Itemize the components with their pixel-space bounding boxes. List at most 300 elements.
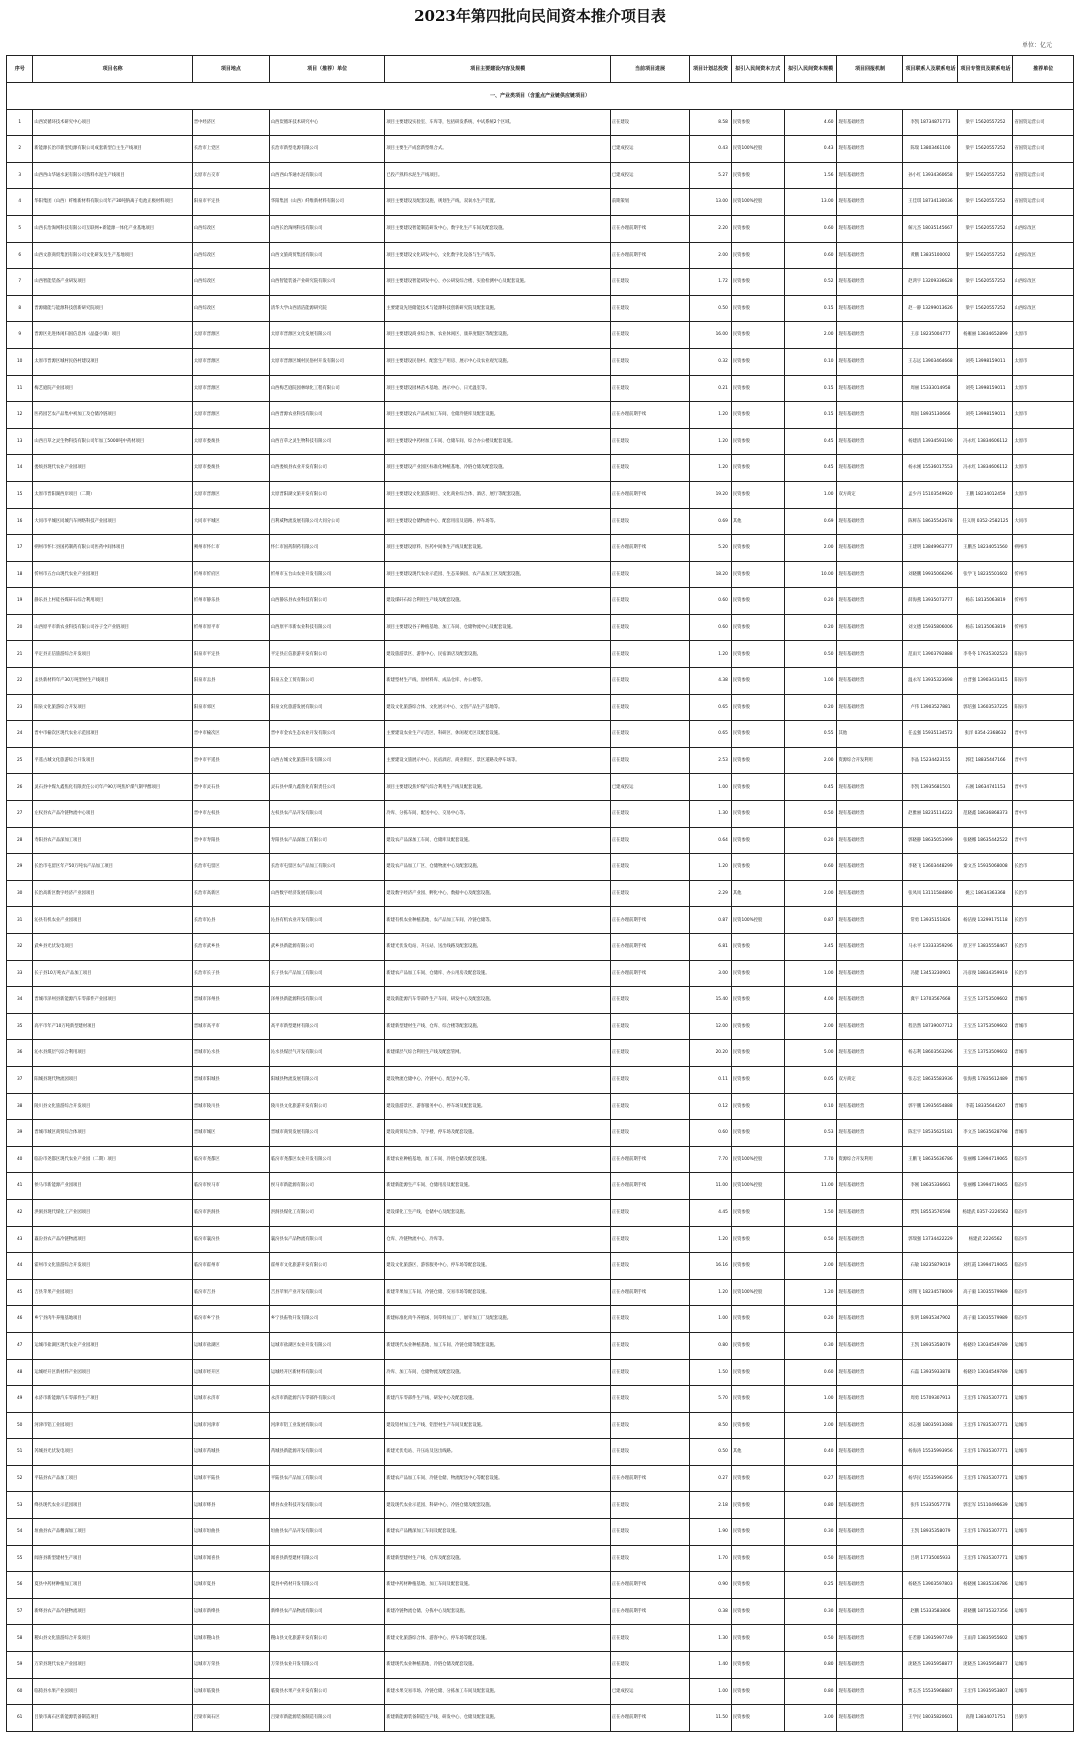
table-cell: 正在建设 (610, 348, 689, 375)
table-cell: 芮城县新能源开发有限公司 (269, 1439, 385, 1466)
table-cell: 新建新型建材生产线、仓库及配套设施。 (385, 1545, 611, 1572)
table-cell: 晋城市泽州县 (192, 987, 269, 1014)
table-cell: 现有基础经营 (837, 1120, 903, 1147)
table-cell: 正在办理前期手续 (610, 1465, 689, 1492)
table-cell: 长治高新区数字经济产业园项目 (33, 880, 193, 907)
table-cell: 正在建设 (610, 801, 689, 828)
table-cell: 阳泉文化旅游发展有限公司 (269, 694, 385, 721)
table-cell: 正在建设 (610, 1386, 689, 1413)
table-cell: 现有基础经营 (837, 1253, 903, 1280)
table-cell: 民资参股 (731, 774, 784, 801)
table-cell: 民资参股 (731, 1332, 784, 1359)
table-cell: 16.00 (690, 322, 732, 349)
table-cell: 正在办理前期手续 (610, 1173, 689, 1200)
table-cell: 0.45 (784, 455, 837, 482)
table-cell: 民资参股 (731, 668, 784, 695)
table-cell: 民资参股 (731, 1253, 784, 1280)
table-cell: 建设农产品加工厂区、仓储物流中心及配套设施。 (385, 854, 611, 881)
table-cell: 0.60 (784, 1359, 837, 1386)
table-cell: 沁水县煤层气开发有限公司 (269, 1040, 385, 1067)
table-cell: 绛县现代农业示范园项目 (33, 1492, 193, 1519)
table-cell: 已建成投运 (610, 136, 689, 163)
table-cell: 太原市 (1013, 455, 1074, 482)
table-cell: 项目主要建设商业综合体、农业休闲区、康养度假区等配套设施。 (385, 322, 611, 349)
table-cell: 杨晓玲 13034549789 (958, 1359, 1013, 1386)
table-cell: 晋城市 (1013, 1120, 1074, 1147)
table-cell: 正在建设 (610, 987, 689, 1014)
table-cell: 正在建设 (610, 1519, 689, 1546)
table-cell: 山西炭循环技术研究中心项目 (33, 109, 193, 136)
table-cell: 正在建设 (610, 1066, 689, 1093)
table-cell: 现有基础经营 (837, 561, 903, 588)
table-cell: 周勇 15709307913 (903, 1386, 958, 1413)
table-cell: 0.15 (784, 295, 837, 322)
table-cell: 刘红霞 13994719065 (958, 1253, 1013, 1280)
table-cell: 晋中市寿阳县 (192, 827, 269, 854)
table-cell: 1.50 (784, 1199, 837, 1226)
table-cell: 民资100%控股 (731, 1173, 784, 1200)
table-row (7, 1439, 1074, 1466)
table-cell: 晋城市 (1013, 987, 1074, 1014)
table-cell: 平定县正信旅游综合开发项目 (33, 641, 193, 668)
table-cell: 新建苹果加工车间、冷链仓储、交易市场等配套设施。 (385, 1279, 611, 1306)
table-cell: 双方商定 (837, 481, 903, 508)
table-cell: 新绛县农产品物流有限公司 (269, 1598, 385, 1625)
table-cell: 太原市晋源区文化发展有限公司 (269, 322, 385, 349)
table-cell: 灵石县中煤九鑫焦化有限责任公司 (269, 774, 385, 801)
table-cell: 正在建设 (610, 1226, 689, 1253)
table-cell: 刘英 13998159011 (958, 402, 1013, 429)
table-cell: 43 (7, 1226, 33, 1253)
table-cell: 33 (7, 960, 33, 987)
table-cell: 3.45 (784, 934, 837, 961)
table-cell: 省国资运营公司 (1013, 162, 1074, 189)
table-cell: 新建新能源装备制造生产线、研发中心、仓储及配套设施。 (385, 1705, 611, 1732)
table-cell: 王彦 18235004777 (903, 322, 958, 349)
table-cell: 40 (7, 1146, 33, 1173)
table-cell: 正在建设 (610, 1120, 689, 1147)
table-cell: 朔州市怀仁县国药制药有限公司医药中间体项目 (33, 535, 193, 562)
column-header: 拟引入民间资本方式 (731, 56, 784, 83)
table-row (7, 295, 1074, 322)
table-cell: 孟少丹 15103549920 (903, 481, 958, 508)
table-cell: 侯马市新能源产业园项目 (33, 1173, 193, 1200)
table-cell: 山西古城文化旅游开发有限公司 (269, 747, 385, 774)
table-cell: 现有基础经营 (837, 1705, 903, 1732)
table-cell: 温永军 13935323698 (903, 668, 958, 695)
table-cell: 晋中市榆次区 (192, 721, 269, 748)
table-cell: 0.80 (690, 1332, 732, 1359)
table-cell: 1.20 (690, 854, 732, 881)
table-cell: 61 (7, 1705, 33, 1732)
table-cell: 民资参股 (731, 1093, 784, 1120)
table-cell: 5.70 (690, 1386, 732, 1413)
table-row (7, 322, 1074, 349)
table-cell: 9 (7, 322, 33, 349)
column-header: 项目联系人及联系电话 (903, 56, 958, 83)
table-cell: 正在建设 (610, 561, 689, 588)
table-cell: 运城市经开区 (192, 1359, 269, 1386)
table-cell: 长治市长子县 (192, 960, 269, 987)
table-cell: 原卫平 13835558467 (958, 934, 1013, 961)
table-cell: 周国 18935130666 (903, 402, 958, 429)
table-cell: 娄烦县现代农业产业园项目 (33, 455, 193, 482)
section-row (7, 83, 1074, 110)
table-cell: 正在建设 (610, 614, 689, 641)
table-cell: 现有基础经营 (837, 1173, 903, 1200)
table-row (7, 535, 1074, 562)
table-cell: 民资参股 (731, 1120, 784, 1147)
table-cell: 河津市铝工业发展有限公司 (269, 1412, 385, 1439)
table-cell: 民资100%控股 (731, 907, 784, 934)
table-cell: 高平市新型建材有限公司 (269, 1013, 385, 1040)
table-cell: 12.00 (690, 1013, 732, 1040)
table-cell: 太原市晋源区 (192, 375, 269, 402)
table-cell: 山西梅艺庭院园林绿化工程有限公司 (269, 375, 385, 402)
table-cell: 晋城市阳城县 (192, 1066, 269, 1093)
table-cell: 刘晓鹏 19935066296 (903, 561, 958, 588)
table-cell: 0.80 (784, 1652, 837, 1679)
table-cell: 梁宇 15620557252 (958, 189, 1013, 216)
table-cell: 运城经开区新材料有限公司 (269, 1359, 385, 1386)
document-title: 2023年第四批向民间资本推介项目表 (414, 7, 666, 25)
table-cell: 霍州市文化旅游开发有限公司 (269, 1253, 385, 1280)
table-cell: 已建成投运 (610, 774, 689, 801)
table-cell: 民资参股 (731, 1652, 784, 1679)
table-row (7, 1386, 1074, 1413)
table-cell: 57 (7, 1598, 33, 1625)
table-cell: 0.45 (784, 774, 837, 801)
table-cell: 陈鲜东 18635542678 (903, 508, 958, 535)
table-cell: 0.30 (784, 1332, 837, 1359)
table-cell: 建设文化旅游综合体、文化展示中心、文创产品生产基地等。 (385, 694, 611, 721)
table-cell: 60 (7, 1678, 33, 1705)
table-cell: 杨晓玲 13034549789 (958, 1332, 1013, 1359)
table-cell: 10.00 (784, 561, 837, 588)
table-cell: 李凯 13935681501 (903, 774, 958, 801)
table-cell: 稷山县文化旅游综合开发项目 (33, 1625, 193, 1652)
table-cell: 已投产熟料水泥生产线项目。 (385, 162, 611, 189)
table-row (7, 455, 1074, 482)
table-cell: 省国资运营公司 (1013, 109, 1074, 136)
table-cell: 14 (7, 455, 33, 482)
table-cell: 忻州市原平市 (192, 614, 269, 641)
table-cell: 16.16 (690, 1253, 732, 1280)
table-cell: 新建冷链物流仓储、分拣中心及配套设施。 (385, 1598, 611, 1625)
table-cell: 新建新型建材生产线、仓库、综合楼等配套设施。 (385, 1013, 611, 1040)
table-cell: 太原市晋源区 (192, 481, 269, 508)
table-cell: 0.60 (690, 1120, 732, 1147)
table-cell: 长治市高新区 (192, 880, 269, 907)
table-cell: 民资参股 (731, 348, 784, 375)
table-cell: 阳泉市 (1013, 694, 1074, 721)
table-cell: 23 (7, 694, 33, 721)
table-cell: 吕梁市 (1013, 1705, 1074, 1732)
table-cell: 山西原平市新农业科技有限公司 (269, 614, 385, 641)
table-cell: 山西智能装备产业研究院有限公司 (269, 269, 385, 296)
table-cell: 解元杰 18035145667 (903, 215, 958, 242)
table-cell: 临汾市 (1013, 1253, 1074, 1280)
table-cell: 阳泉市 (1013, 668, 1074, 695)
table-cell: 20.20 (690, 1040, 732, 1067)
table-cell: 民资参股 (731, 1040, 784, 1067)
table-cell: 现有基础经营 (837, 1678, 903, 1705)
table-cell: 临汾市乡宁县 (192, 1306, 269, 1333)
table-cell: 新建现代农业种植基地、冷链仓储及配套设施。 (385, 1652, 611, 1679)
table-cell: 54 (7, 1519, 33, 1546)
table-cell: 已建成投运 (610, 162, 689, 189)
table-cell: 张志宏 18635583936 (903, 1066, 958, 1093)
table-cell: 现有基础经营 (837, 694, 903, 721)
table-cell: 50 (7, 1412, 33, 1439)
table-cell: 正在建设 (610, 1412, 689, 1439)
table-cell: 阳泉五金工贸有限公司 (269, 668, 385, 695)
table-cell: 张丽娜 13994719065 (958, 1146, 1013, 1173)
table-cell: 1.40 (690, 1652, 732, 1679)
table-row (7, 1253, 1074, 1280)
table-cell: 高子毅 13035579989 (958, 1279, 1013, 1306)
table-cell: 郭宇鹏 13935654888 (903, 1093, 958, 1120)
column-header: 项目计划总投资 (690, 56, 732, 83)
table-cell: 0.20 (784, 614, 837, 641)
table-cell: 现有基础经营 (837, 1013, 903, 1040)
table-cell: 阳泉文化旅游综合开发项目 (33, 694, 193, 721)
table-cell: 运城市闻喜县 (192, 1545, 269, 1572)
table-cell: 已建成投运 (610, 1678, 689, 1705)
table-cell: 运城市万荣县 (192, 1652, 269, 1679)
table-cell: 2.20 (690, 215, 732, 242)
table-cell: 长治市屯留区农产品加工有限公司 (269, 854, 385, 881)
table-cell: 5.27 (690, 162, 732, 189)
table-cell: 正在建设 (610, 455, 689, 482)
table-cell: 大同市平城区同城汽车网络科技产业园项目 (33, 508, 193, 535)
table-cell: 临汾市 (1013, 1306, 1074, 1333)
table-cell: 山西原平市新农业科技有限公司谷子全产业链项目 (33, 614, 193, 641)
table-cell: 民资参股 (731, 721, 784, 748)
table-cell: 1.20 (690, 1226, 732, 1253)
table-cell: 杨晓刚 13835336786 (958, 1572, 1013, 1599)
table-cell: 王宏伟 17835307771 (958, 1412, 1013, 1439)
table-cell: 主要建设文旅展示中心、民宿酒店、商业街区、景区道路及停车场等。 (385, 747, 611, 774)
table-cell: 高子毅 13035579989 (958, 1306, 1013, 1333)
table-cell: 12 (7, 402, 33, 429)
table-cell: 35 (7, 1013, 33, 1040)
table-cell: 17 (7, 535, 33, 562)
table-cell: 民资参股 (731, 1572, 784, 1599)
table-cell: 张凤凤 13111584890 (903, 880, 958, 907)
table-row (7, 801, 1074, 828)
table-cell: 太原市娄烦县 (192, 428, 269, 455)
table-cell: 正在办理前期手续 (610, 934, 689, 961)
table-cell: 程浩然 18739007712 (903, 1013, 958, 1040)
table-cell: 刘文德 15935806006 (903, 614, 958, 641)
table-cell: 王宏伟 17835307771 (958, 1545, 1013, 1572)
table-row (7, 269, 1074, 296)
table-cell: 长治市沁县 (192, 907, 269, 934)
table-cell: 11.00 (690, 1173, 732, 1200)
table-cell: 沁县有机农业产业园项目 (33, 907, 193, 934)
table-row (7, 348, 1074, 375)
table-row (7, 694, 1074, 721)
table-cell: 孙小红 13934360658 (903, 162, 958, 189)
table-cell: 山西综改区 (192, 269, 269, 296)
table-cell: 王宏伟 17835307771 (958, 1519, 1013, 1546)
table-cell: 民资参股 (731, 1013, 784, 1040)
table-cell: 黄鹏 13835100002 (903, 242, 958, 269)
table-cell: 长治市屯留区 (192, 854, 269, 881)
table-cell: 2.00 (784, 322, 837, 349)
table-cell: 民资参股 (731, 561, 784, 588)
table-cell: 民资参股 (731, 1519, 784, 1546)
table-cell: 1.00 (690, 1678, 732, 1705)
table-cell: 民资参股 (731, 1199, 784, 1226)
table-cell: 阳泉市平定县 (192, 189, 269, 216)
table-cell: 18 (7, 561, 33, 588)
table-cell: 项目主要建设仓储物流中心、配套用房及道路、停车场等。 (385, 508, 611, 535)
table-cell: 庞晓杰 13935958877 (903, 1652, 958, 1679)
table-cell: 盂县新材料年产30万吨型材生产线项目 (33, 668, 193, 695)
table-cell: 山西晋源农业科技有限公司 (269, 402, 385, 429)
table-cell: 新建现代农业种植基地、加工车间、冷链仓储等配套设施。 (385, 1332, 611, 1359)
table-cell: 晋城市沁水县 (192, 1040, 269, 1067)
table-cell: 杨华民 15535993956 (903, 1465, 958, 1492)
table-cell: 13.00 (784, 189, 837, 216)
table-cell: 高平市年产10万吨新型建材项目 (33, 1013, 193, 1040)
table-cell: 任义明 0352-2582125 (958, 508, 1013, 535)
table-cell: 1.20 (784, 1279, 837, 1306)
table-cell: 正在建设 (610, 322, 689, 349)
table-cell: 运城市临猗县 (192, 1678, 269, 1705)
table-cell: 0.60 (784, 215, 837, 242)
table-cell: 大同市 (1013, 508, 1074, 535)
table-cell: 山西文旅商贸集团有限公司文化研发及生产基地项目 (33, 242, 193, 269)
table-cell: 运城市盐湖区现代农业产业园项目 (33, 1332, 193, 1359)
table-cell: 寿阳县农产品深加工项目 (33, 827, 193, 854)
table-row (7, 1306, 1074, 1333)
table-cell: 0.21 (690, 375, 732, 402)
table-cell: 民资参股 (731, 827, 784, 854)
table-cell: 现有基础经营 (837, 1598, 903, 1625)
table-cell: 杨东 18135063819 (958, 614, 1013, 641)
table-cell: 王宏伟 17835307771 (958, 1439, 1013, 1466)
table-cell: 民资参股 (731, 641, 784, 668)
table-cell: 建设现代农业示范园、科研中心、冷链仓储及配套设施。 (385, 1492, 611, 1519)
table-cell: 0.20 (784, 1306, 837, 1333)
table-cell: 民资参股 (731, 987, 784, 1014)
table-cell: 运城市 (1013, 1678, 1074, 1705)
table-cell: 1.20 (690, 455, 732, 482)
table-cell: 左权县农产品冷链物流中心项目 (33, 801, 193, 828)
table-cell: 项目主要建设智能制造研发中心，数字化生产车间及配套设施。 (385, 215, 611, 242)
table-cell: 民资参股 (731, 1386, 784, 1413)
table-cell: 现有基础经营 (837, 189, 903, 216)
table-cell: 6.81 (690, 934, 732, 961)
table-cell: 正在建设 (610, 1492, 689, 1519)
table-cell: 长治市新型电源有限公司 (269, 136, 385, 163)
table-cell: 现有基础经营 (837, 1306, 903, 1333)
table-cell: 民资参股 (731, 375, 784, 402)
table-cell: 正在建设 (610, 1439, 689, 1466)
column-header: 项目专管员及联系电话 (958, 56, 1013, 83)
table-cell: 前期策划 (610, 189, 689, 216)
table-cell: 正在建设 (610, 694, 689, 721)
table-cell: 周丽 15333014958 (903, 375, 958, 402)
table-cell: 临汾市 (1013, 1279, 1074, 1306)
table-cell: 临汾市吉县 (192, 1279, 269, 1306)
table-cell: 1.56 (784, 162, 837, 189)
table-cell: 8 (7, 295, 33, 322)
table-cell: 现有基础经营 (837, 987, 903, 1014)
table-row (7, 215, 1074, 242)
table-cell: 现有基础经营 (837, 428, 903, 455)
table-cell: 新建光伏发电站、升压站、送出线路及配套设施。 (385, 934, 611, 961)
table-row (7, 1572, 1074, 1599)
table-cell: 11 (7, 375, 33, 402)
table-cell: 0.43 (690, 136, 732, 163)
table-cell: 沁县有机农业开发有限公司 (269, 907, 385, 934)
table-cell: 运城市 (1013, 1465, 1074, 1492)
table-cell: 2.00 (784, 880, 837, 907)
table-cell: 36 (7, 1040, 33, 1067)
table-cell: 民资参股 (731, 1705, 784, 1732)
table-cell: 0.69 (784, 508, 837, 535)
table-cell: 赵鹏 15333583806 (903, 1598, 958, 1625)
table-cell: 山西文旅商贸集团有限公司 (269, 242, 385, 269)
table-cell: 长治市 (1013, 880, 1074, 907)
table-cell: 长治市武乡县 (192, 934, 269, 961)
table-cell: 正在建设 (610, 1359, 689, 1386)
table-cell: 4.60 (784, 109, 837, 136)
table-cell: 王凯 18935358079 (903, 1519, 958, 1546)
table-cell: 临汾市尧都区 (192, 1146, 269, 1173)
table-cell: 45 (7, 1279, 33, 1306)
table-cell: 现有基础经营 (837, 827, 903, 854)
table-cell: 晋城市高平市 (192, 1013, 269, 1040)
table-cell: 太原市 (1013, 348, 1074, 375)
table-cell: 现有基础经营 (837, 162, 903, 189)
table-cell: 0.38 (690, 1598, 732, 1625)
table-cell: 建设物流仓储中心、冷链中心、配送中心等。 (385, 1066, 611, 1093)
table-cell: 现有基础经营 (837, 907, 903, 934)
table-cell: 省国资运营公司 (1013, 136, 1074, 163)
table-cell: 现有基础经营 (837, 880, 903, 907)
table-row (7, 1173, 1074, 1200)
table-cell: 医药园艺农产品集中初加工及仓储冷链项目 (33, 402, 193, 429)
table-cell: 正在办理前期手续 (610, 1705, 689, 1732)
table-cell: 王雨萍 13835955602 (958, 1625, 1013, 1652)
table-cell: 49 (7, 1386, 33, 1413)
table-cell: 梅艺庭院产业园项目 (33, 375, 193, 402)
table-cell: 山西百草之灵生物科技有限公司年加工5000吨中药材项目 (33, 428, 193, 455)
table-cell: 杨永刚 15536017553 (903, 455, 958, 482)
table-cell: 1.00 (784, 960, 837, 987)
table-cell: 梁宇 15620557252 (958, 109, 1013, 136)
table-cell: 晋中市 (1013, 747, 1074, 774)
table-cell: 项目主要生产成套新型组合式。 (385, 136, 611, 163)
table-cell: 0.20 (784, 588, 837, 615)
table-cell: 1.00 (690, 1306, 732, 1333)
table-cell: 7.70 (690, 1146, 732, 1173)
table-cell: 建设煤化工生产线、仓储中心及配套设施。 (385, 1199, 611, 1226)
table-row (7, 1465, 1074, 1492)
table-cell: 姚云 18634363368 (958, 880, 1013, 907)
table-cell: 民资参股 (731, 934, 784, 961)
table-cell: 泽州县新能源科技有限公司 (269, 987, 385, 1014)
table-cell: 陈瑞 13803461100 (903, 136, 958, 163)
table-cell: 0.87 (690, 907, 732, 934)
table-cell: 59 (7, 1652, 33, 1679)
table-cell: 0.65 (690, 694, 732, 721)
